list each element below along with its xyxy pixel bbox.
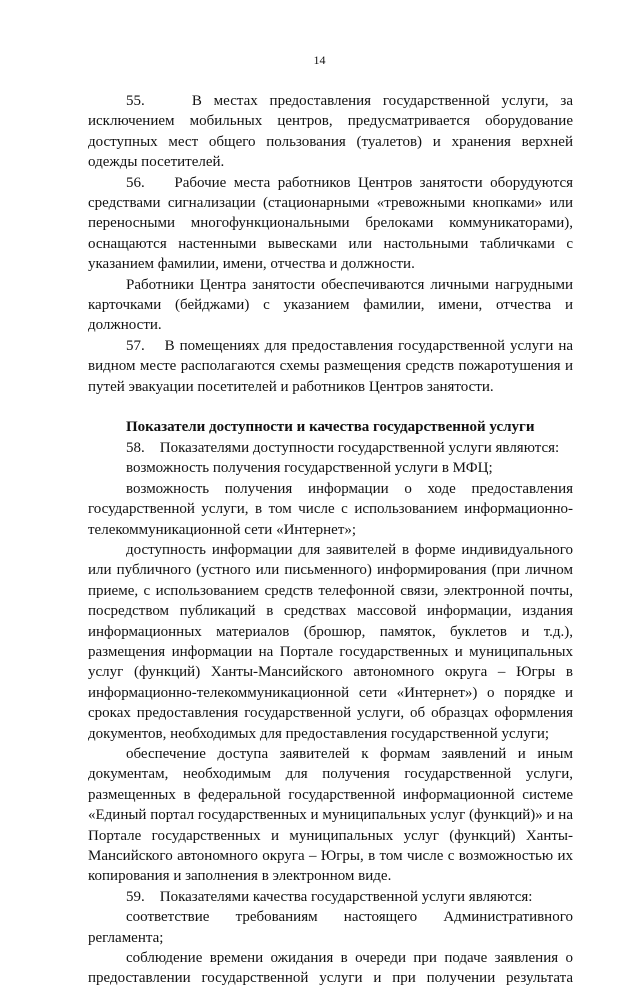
paragraph-compliance: соответствие требованиям настоящего Административного регламента; (88, 909, 573, 946)
blank-line (88, 397, 573, 417)
paragraph-information-access: доступность информации для заявителей в форме индивидуального или публичного (устного или письменного) информирования (при личном приеме, с использованием средств телефонной связи, электронной почты, посредством публикаций в средствах массовой информации, издания информационных материалов (брошюр, памяток, буклетов и т.д.), размещения информации на Портале государственных и муниципальных услуг (функций) Ханты-Мансийского автономного округа – Югры в информационно-телекоммуникационной сети «Интернет») о порядке и сроках предоставления государственной услуги, об образцах оформления документов, необходимых для предоставления государственной услуги; (88, 541, 573, 742)
page-number: 14 (313, 53, 326, 67)
section-heading: Показатели доступности и качества государственной услуги (126, 419, 535, 436)
paragraph-57: 57. В помещениях для предоставления государственной услуги на видном месте располагаются схемы размещения средств пожаротушения и путей эвакуации посетителей и работников Центров занятости. (88, 337, 573, 395)
paragraph-forms-access: обеспечение доступа заявителей к формам заявлений и иным документам, необходимым для получения государственной услуги, размещенных в федеральной государственной информационной системе «Единый портал государственных и муниципальных услуг (функций)» и на Портале государственных и муниципальных услуг (функций) Ханты-Мансийского автономного округа – Югры, в том числе с возможностью их копирования и заполнения в электронном виде. (88, 745, 573, 885)
paragraph-59: 59. Показателями качества государственной услуги являются: (126, 888, 533, 905)
paragraph-56: 56. Рабочие места работников Центров занятости оборудуются средствами сигнализации (стационарными «тревожными кнопками» или переносными многофункциональными брелоками коммуникаторами), оснащаются настенными вывесками или настольными табличками с указанием фамилии, имени, отчества и должности. (88, 174, 573, 273)
paragraph-progress-info: возможность получения информации о ходе предоставления государственной услуги, в том числе с использованием информационно-телекоммуникационной сети «Интернет»; (88, 480, 573, 538)
paragraph-mfc: возможность получения государственной услуги в МФЦ; (126, 460, 493, 477)
paragraph-badges: Работники Центра занятости обеспечиваются личными нагрудными карточками (бейджами) с указанием фамилии, имени, отчества и должности. (88, 276, 573, 334)
paragraph-waiting-time: соблюдение времени ожидания в очереди при подаче заявления о предоставлении государственной услуги и при получении результата (88, 950, 573, 987)
document-body (88, 91, 573, 989)
paragraph-55: 55. В местах предоставления государственной услуги, за исключением мобильных центров, предусматривается оборудование доступных мест общего пользования (туалетов) и хранения верхней одежды посетителей. (88, 93, 573, 171)
paragraph-58: 58. Показателями доступности государственной услуги являются: (126, 439, 560, 456)
